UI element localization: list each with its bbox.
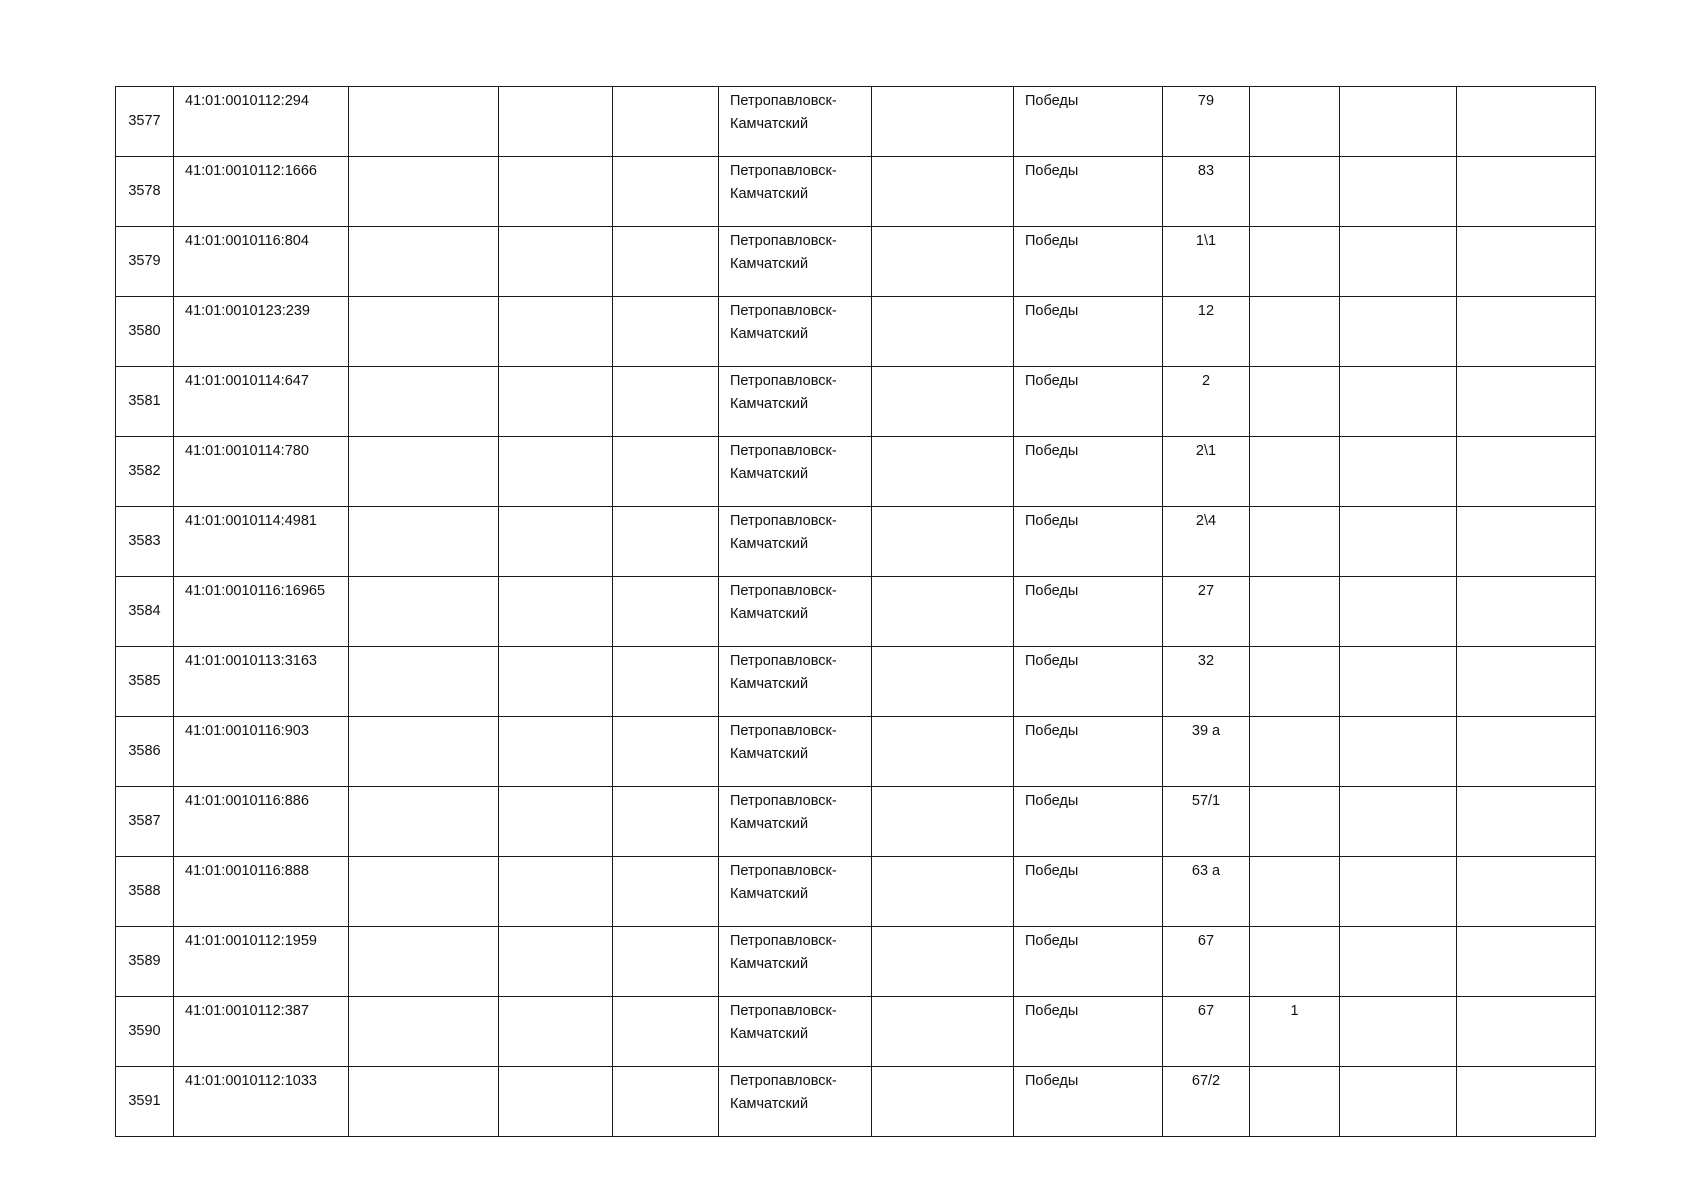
house-number-cell: 63 а <box>1163 857 1250 927</box>
empty-cell <box>872 1067 1014 1137</box>
empty-cell <box>499 157 613 227</box>
empty-cell <box>872 297 1014 367</box>
city-cell: Петропавловск- Камчатский <box>719 647 872 717</box>
cadastral-number-cell: 41:01:0010116:888 <box>174 857 349 927</box>
empty-cell <box>499 997 613 1067</box>
empty-cell <box>613 647 719 717</box>
street-cell: Победы <box>1014 927 1163 997</box>
empty-cell <box>613 1067 719 1137</box>
row-number-cell: 3584 <box>116 577 174 647</box>
table-row <box>116 157 1596 227</box>
empty-cell <box>1457 227 1596 297</box>
table-row <box>116 227 1596 297</box>
city-cell: Петропавловск- Камчатский <box>719 787 872 857</box>
empty-cell <box>872 787 1014 857</box>
row-number-cell: 3578 <box>116 157 174 227</box>
empty-cell <box>499 927 613 997</box>
street-cell: Победы <box>1014 787 1163 857</box>
empty-cell <box>872 717 1014 787</box>
empty-cell <box>613 227 719 297</box>
cadastral-number-cell: 41:01:0010112:1666 <box>174 157 349 227</box>
empty-cell <box>1340 717 1457 787</box>
empty-cell <box>499 1067 613 1137</box>
empty-cell <box>1457 1067 1596 1137</box>
house-number-cell: 2\4 <box>1163 507 1250 577</box>
empty-cell <box>613 367 719 437</box>
empty-cell <box>1457 507 1596 577</box>
empty-cell <box>1457 997 1596 1067</box>
empty-cell <box>499 857 613 927</box>
empty-cell <box>872 577 1014 647</box>
empty-cell <box>349 1067 499 1137</box>
row-number-cell: 3587 <box>116 787 174 857</box>
empty-cell <box>1340 927 1457 997</box>
building-number-cell <box>1250 227 1340 297</box>
empty-cell <box>499 227 613 297</box>
building-number-cell <box>1250 787 1340 857</box>
row-number-cell: 3586 <box>116 717 174 787</box>
table-row <box>116 437 1596 507</box>
building-number-cell <box>1250 297 1340 367</box>
cadastral-number-cell: 41:01:0010116:886 <box>174 787 349 857</box>
cadastral-number-cell: 41:01:0010116:903 <box>174 717 349 787</box>
empty-cell <box>499 87 613 157</box>
table-row <box>116 787 1596 857</box>
building-number-cell <box>1250 927 1340 997</box>
row-number-cell: 3591 <box>116 1067 174 1137</box>
city-cell: Петропавловск- Камчатский <box>719 1067 872 1137</box>
empty-cell <box>872 157 1014 227</box>
street-cell: Победы <box>1014 157 1163 227</box>
empty-cell <box>1340 997 1457 1067</box>
cadastral-number-cell: 41:01:0010112:1959 <box>174 927 349 997</box>
house-number-cell: 32 <box>1163 647 1250 717</box>
row-number-cell: 3581 <box>116 367 174 437</box>
empty-cell <box>1340 367 1457 437</box>
empty-cell <box>349 297 499 367</box>
empty-cell <box>349 507 499 577</box>
empty-cell <box>1457 717 1596 787</box>
empty-cell <box>1340 577 1457 647</box>
street-cell: Победы <box>1014 857 1163 927</box>
row-number-cell: 3582 <box>116 437 174 507</box>
empty-cell <box>1457 87 1596 157</box>
building-number-cell <box>1250 577 1340 647</box>
empty-cell <box>1457 927 1596 997</box>
empty-cell <box>349 87 499 157</box>
empty-cell <box>872 227 1014 297</box>
empty-cell <box>613 297 719 367</box>
house-number-cell: 27 <box>1163 577 1250 647</box>
street-cell: Победы <box>1014 717 1163 787</box>
empty-cell <box>613 927 719 997</box>
empty-cell <box>349 857 499 927</box>
empty-cell <box>1457 787 1596 857</box>
empty-cell <box>499 787 613 857</box>
house-number-cell: 67 <box>1163 997 1250 1067</box>
table-row <box>116 857 1596 927</box>
building-number-cell <box>1250 1067 1340 1137</box>
building-number-cell <box>1250 87 1340 157</box>
empty-cell <box>499 437 613 507</box>
empty-cell <box>872 647 1014 717</box>
building-number-cell <box>1250 857 1340 927</box>
house-number-cell: 39 а <box>1163 717 1250 787</box>
building-number-cell: 1 <box>1250 997 1340 1067</box>
empty-cell <box>872 367 1014 437</box>
empty-cell <box>1340 437 1457 507</box>
empty-cell <box>349 157 499 227</box>
house-number-cell: 2\1 <box>1163 437 1250 507</box>
cadastral-number-cell: 41:01:0010112:387 <box>174 997 349 1067</box>
empty-cell <box>349 787 499 857</box>
street-cell: Победы <box>1014 87 1163 157</box>
table-body <box>116 87 1596 1137</box>
empty-cell <box>1457 367 1596 437</box>
row-number-cell: 3583 <box>116 507 174 577</box>
building-number-cell <box>1250 367 1340 437</box>
city-cell: Петропавловск- Камчатский <box>719 997 872 1067</box>
building-number-cell <box>1250 437 1340 507</box>
street-cell: Победы <box>1014 507 1163 577</box>
row-number-cell: 3577 <box>116 87 174 157</box>
table-row <box>116 927 1596 997</box>
city-cell: Петропавловск- Камчатский <box>719 577 872 647</box>
city-cell: Петропавловск- Камчатский <box>719 927 872 997</box>
row-number-cell: 3579 <box>116 227 174 297</box>
city-cell: Петропавловск- Камчатский <box>719 367 872 437</box>
city-cell: Петропавловск- Камчатский <box>719 717 872 787</box>
city-cell: Петропавловск- Камчатский <box>719 157 872 227</box>
empty-cell <box>613 87 719 157</box>
empty-cell <box>872 857 1014 927</box>
street-cell: Победы <box>1014 577 1163 647</box>
empty-cell <box>349 437 499 507</box>
empty-cell <box>1340 227 1457 297</box>
empty-cell <box>1340 647 1457 717</box>
address-registry-table <box>115 86 1596 1137</box>
house-number-cell: 67 <box>1163 927 1250 997</box>
empty-cell <box>1457 857 1596 927</box>
table-row <box>116 87 1596 157</box>
street-cell: Победы <box>1014 297 1163 367</box>
building-number-cell <box>1250 647 1340 717</box>
empty-cell <box>1340 297 1457 367</box>
house-number-cell: 83 <box>1163 157 1250 227</box>
building-number-cell <box>1250 157 1340 227</box>
cadastral-number-cell: 41:01:0010113:3163 <box>174 647 349 717</box>
row-number-cell: 3585 <box>116 647 174 717</box>
empty-cell <box>1340 787 1457 857</box>
house-number-cell: 67/2 <box>1163 1067 1250 1137</box>
empty-cell <box>613 507 719 577</box>
empty-cell <box>1457 577 1596 647</box>
empty-cell <box>499 507 613 577</box>
empty-cell <box>613 157 719 227</box>
table-row <box>116 647 1596 717</box>
cadastral-number-cell: 41:01:0010116:16965 <box>174 577 349 647</box>
city-cell: Петропавловск- Камчатский <box>719 857 872 927</box>
empty-cell <box>349 367 499 437</box>
empty-cell <box>872 997 1014 1067</box>
cadastral-number-cell: 41:01:0010112:1033 <box>174 1067 349 1137</box>
street-cell: Победы <box>1014 647 1163 717</box>
empty-cell <box>349 927 499 997</box>
row-number-cell: 3590 <box>116 997 174 1067</box>
empty-cell <box>1340 857 1457 927</box>
empty-cell <box>1340 157 1457 227</box>
house-number-cell: 2 <box>1163 367 1250 437</box>
empty-cell <box>349 717 499 787</box>
empty-cell <box>1457 437 1596 507</box>
street-cell: Победы <box>1014 1067 1163 1137</box>
street-cell: Победы <box>1014 997 1163 1067</box>
table-row <box>116 717 1596 787</box>
empty-cell <box>613 437 719 507</box>
cadastral-number-cell: 41:01:0010112:294 <box>174 87 349 157</box>
empty-cell <box>872 927 1014 997</box>
empty-cell <box>499 297 613 367</box>
empty-cell <box>349 227 499 297</box>
table-row <box>116 507 1596 577</box>
building-number-cell <box>1250 507 1340 577</box>
table-row <box>116 577 1596 647</box>
empty-cell <box>499 577 613 647</box>
empty-cell <box>349 577 499 647</box>
house-number-cell: 57/1 <box>1163 787 1250 857</box>
city-cell: Петропавловск- Камчатский <box>719 437 872 507</box>
empty-cell <box>1340 87 1457 157</box>
building-number-cell <box>1250 717 1340 787</box>
table-row <box>116 1067 1596 1137</box>
empty-cell <box>872 437 1014 507</box>
empty-cell <box>1457 297 1596 367</box>
cadastral-number-cell: 41:01:0010114:4981 <box>174 507 349 577</box>
empty-cell <box>499 367 613 437</box>
table-row <box>116 367 1596 437</box>
empty-cell <box>872 87 1014 157</box>
row-number-cell: 3588 <box>116 857 174 927</box>
row-number-cell: 3589 <box>116 927 174 997</box>
empty-cell <box>613 857 719 927</box>
table-row <box>116 997 1596 1067</box>
street-cell: Победы <box>1014 367 1163 437</box>
empty-cell <box>1457 157 1596 227</box>
city-cell: Петропавловск- Камчатский <box>719 297 872 367</box>
empty-cell <box>349 647 499 717</box>
empty-cell <box>1340 507 1457 577</box>
empty-cell <box>499 647 613 717</box>
cadastral-number-cell: 41:01:0010114:780 <box>174 437 349 507</box>
cadastral-number-cell: 41:01:0010123:239 <box>174 297 349 367</box>
empty-cell <box>349 997 499 1067</box>
empty-cell <box>613 997 719 1067</box>
empty-cell <box>613 577 719 647</box>
empty-cell <box>1457 647 1596 717</box>
table-row <box>116 297 1596 367</box>
city-cell: Петропавловск- Камчатский <box>719 227 872 297</box>
house-number-cell: 79 <box>1163 87 1250 157</box>
street-cell: Победы <box>1014 437 1163 507</box>
house-number-cell: 1\1 <box>1163 227 1250 297</box>
empty-cell <box>499 717 613 787</box>
empty-cell <box>613 787 719 857</box>
cadastral-number-cell: 41:01:0010114:647 <box>174 367 349 437</box>
empty-cell <box>872 507 1014 577</box>
city-cell: Петропавловск- Камчатский <box>719 507 872 577</box>
city-cell: Петропавловск- Камчатский <box>719 87 872 157</box>
street-cell: Победы <box>1014 227 1163 297</box>
house-number-cell: 12 <box>1163 297 1250 367</box>
empty-cell <box>613 717 719 787</box>
cadastral-number-cell: 41:01:0010116:804 <box>174 227 349 297</box>
empty-cell <box>1340 1067 1457 1137</box>
row-number-cell: 3580 <box>116 297 174 367</box>
